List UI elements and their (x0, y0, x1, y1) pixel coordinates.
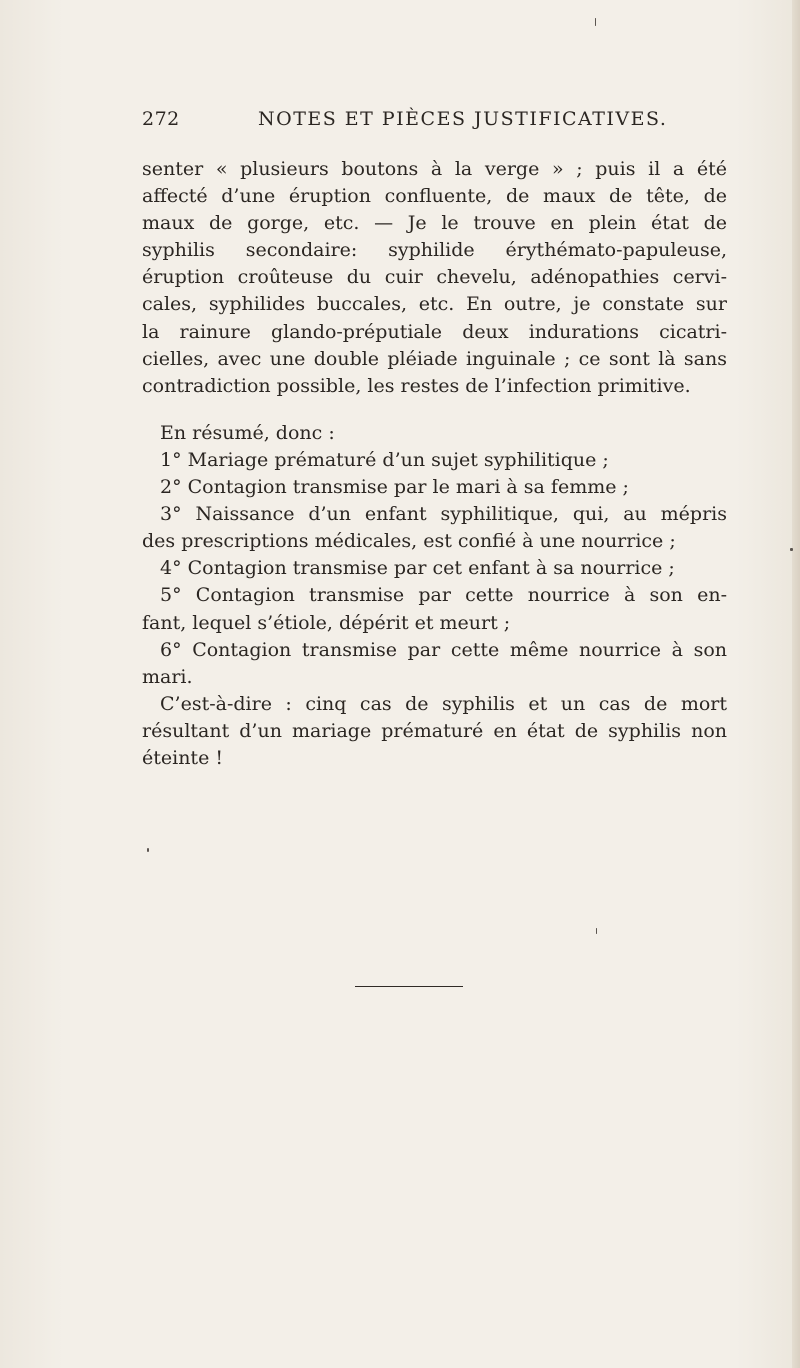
summary-item-1 (142, 447, 727, 474)
summary-item-5 (142, 582, 727, 636)
scan-speck (595, 18, 596, 26)
text-line: syphilis secondaire: syphilide érythémato-papuleuse, (142, 239, 727, 262)
summary-item-2 (142, 474, 727, 501)
text-line: 2° Contagion transmise par le mari à sa femme ; (160, 476, 629, 499)
page-number: 272 (142, 108, 180, 130)
summary-item-4 (142, 555, 727, 582)
text-line: 5° Contagion transmise par cette nourrice à son en- (160, 584, 727, 607)
body-text (142, 156, 727, 772)
text-line: cales, syphilides buccales, etc. En outre, je constate sur (142, 293, 727, 316)
summary-item-6 (142, 637, 727, 691)
text-line: la rainure glando-préputiale deux indurations cicatri- (142, 320, 727, 343)
text-line: 3° Naissance d’un enfant syphilitique, qui, au mépris (160, 503, 727, 526)
paragraph-1 (142, 156, 727, 400)
page-edge-shadow (792, 0, 800, 1368)
text-line: éteinte ! (142, 746, 223, 769)
text-line: 6° Contagion transmise par cette même nourrice à son (160, 638, 727, 661)
text-line: résultant d’un mariage prématuré en état de syphilis non (142, 719, 727, 742)
conclusion-paragraph (142, 691, 727, 772)
summary-item-3 (142, 501, 727, 555)
running-header (142, 108, 712, 138)
text-line: mari. (142, 665, 193, 688)
text-line: fant, lequel s’étiole, dépérit et meurt ; (142, 611, 511, 634)
text-line: maux de gorge, etc. — Je le trouve en plein état de (142, 212, 727, 235)
text-line: éruption croûteuse du cuir chevelu, adénopathies cervi- (142, 266, 727, 289)
paragraph-spacer (142, 400, 727, 420)
scan-speck (790, 548, 793, 551)
scan-speck (596, 928, 597, 934)
end-rule (355, 986, 463, 987)
text-line: 4° Contagion transmise par cet enfant à sa nourrice ; (160, 557, 675, 580)
summary-intro (142, 420, 727, 447)
text-line: cielles, avec une double pléiade inguinale ; ce sont là sans (142, 347, 727, 370)
text-line: contradiction possible, les restes de l’infection primitive. (142, 374, 691, 397)
text-line: C’est-à-dire : cinq cas de syphilis et un cas de mort (160, 692, 727, 715)
text-line: des prescriptions médicales, est confié à une nourrice ; (142, 530, 676, 553)
text-line: En résumé, donc : (160, 421, 335, 444)
running-title: NOTES ET PIÈCES JUSTIFICATIVES. (258, 108, 668, 130)
text-line: 1° Mariage prématuré d’un sujet syphilitique ; (160, 448, 609, 471)
scan-speck (147, 848, 149, 852)
text-line: affecté d’une éruption confluente, de maux de tête, de (142, 185, 727, 208)
text-line: senter « plusieurs boutons à la verge » ; puis il a été (142, 158, 727, 180)
